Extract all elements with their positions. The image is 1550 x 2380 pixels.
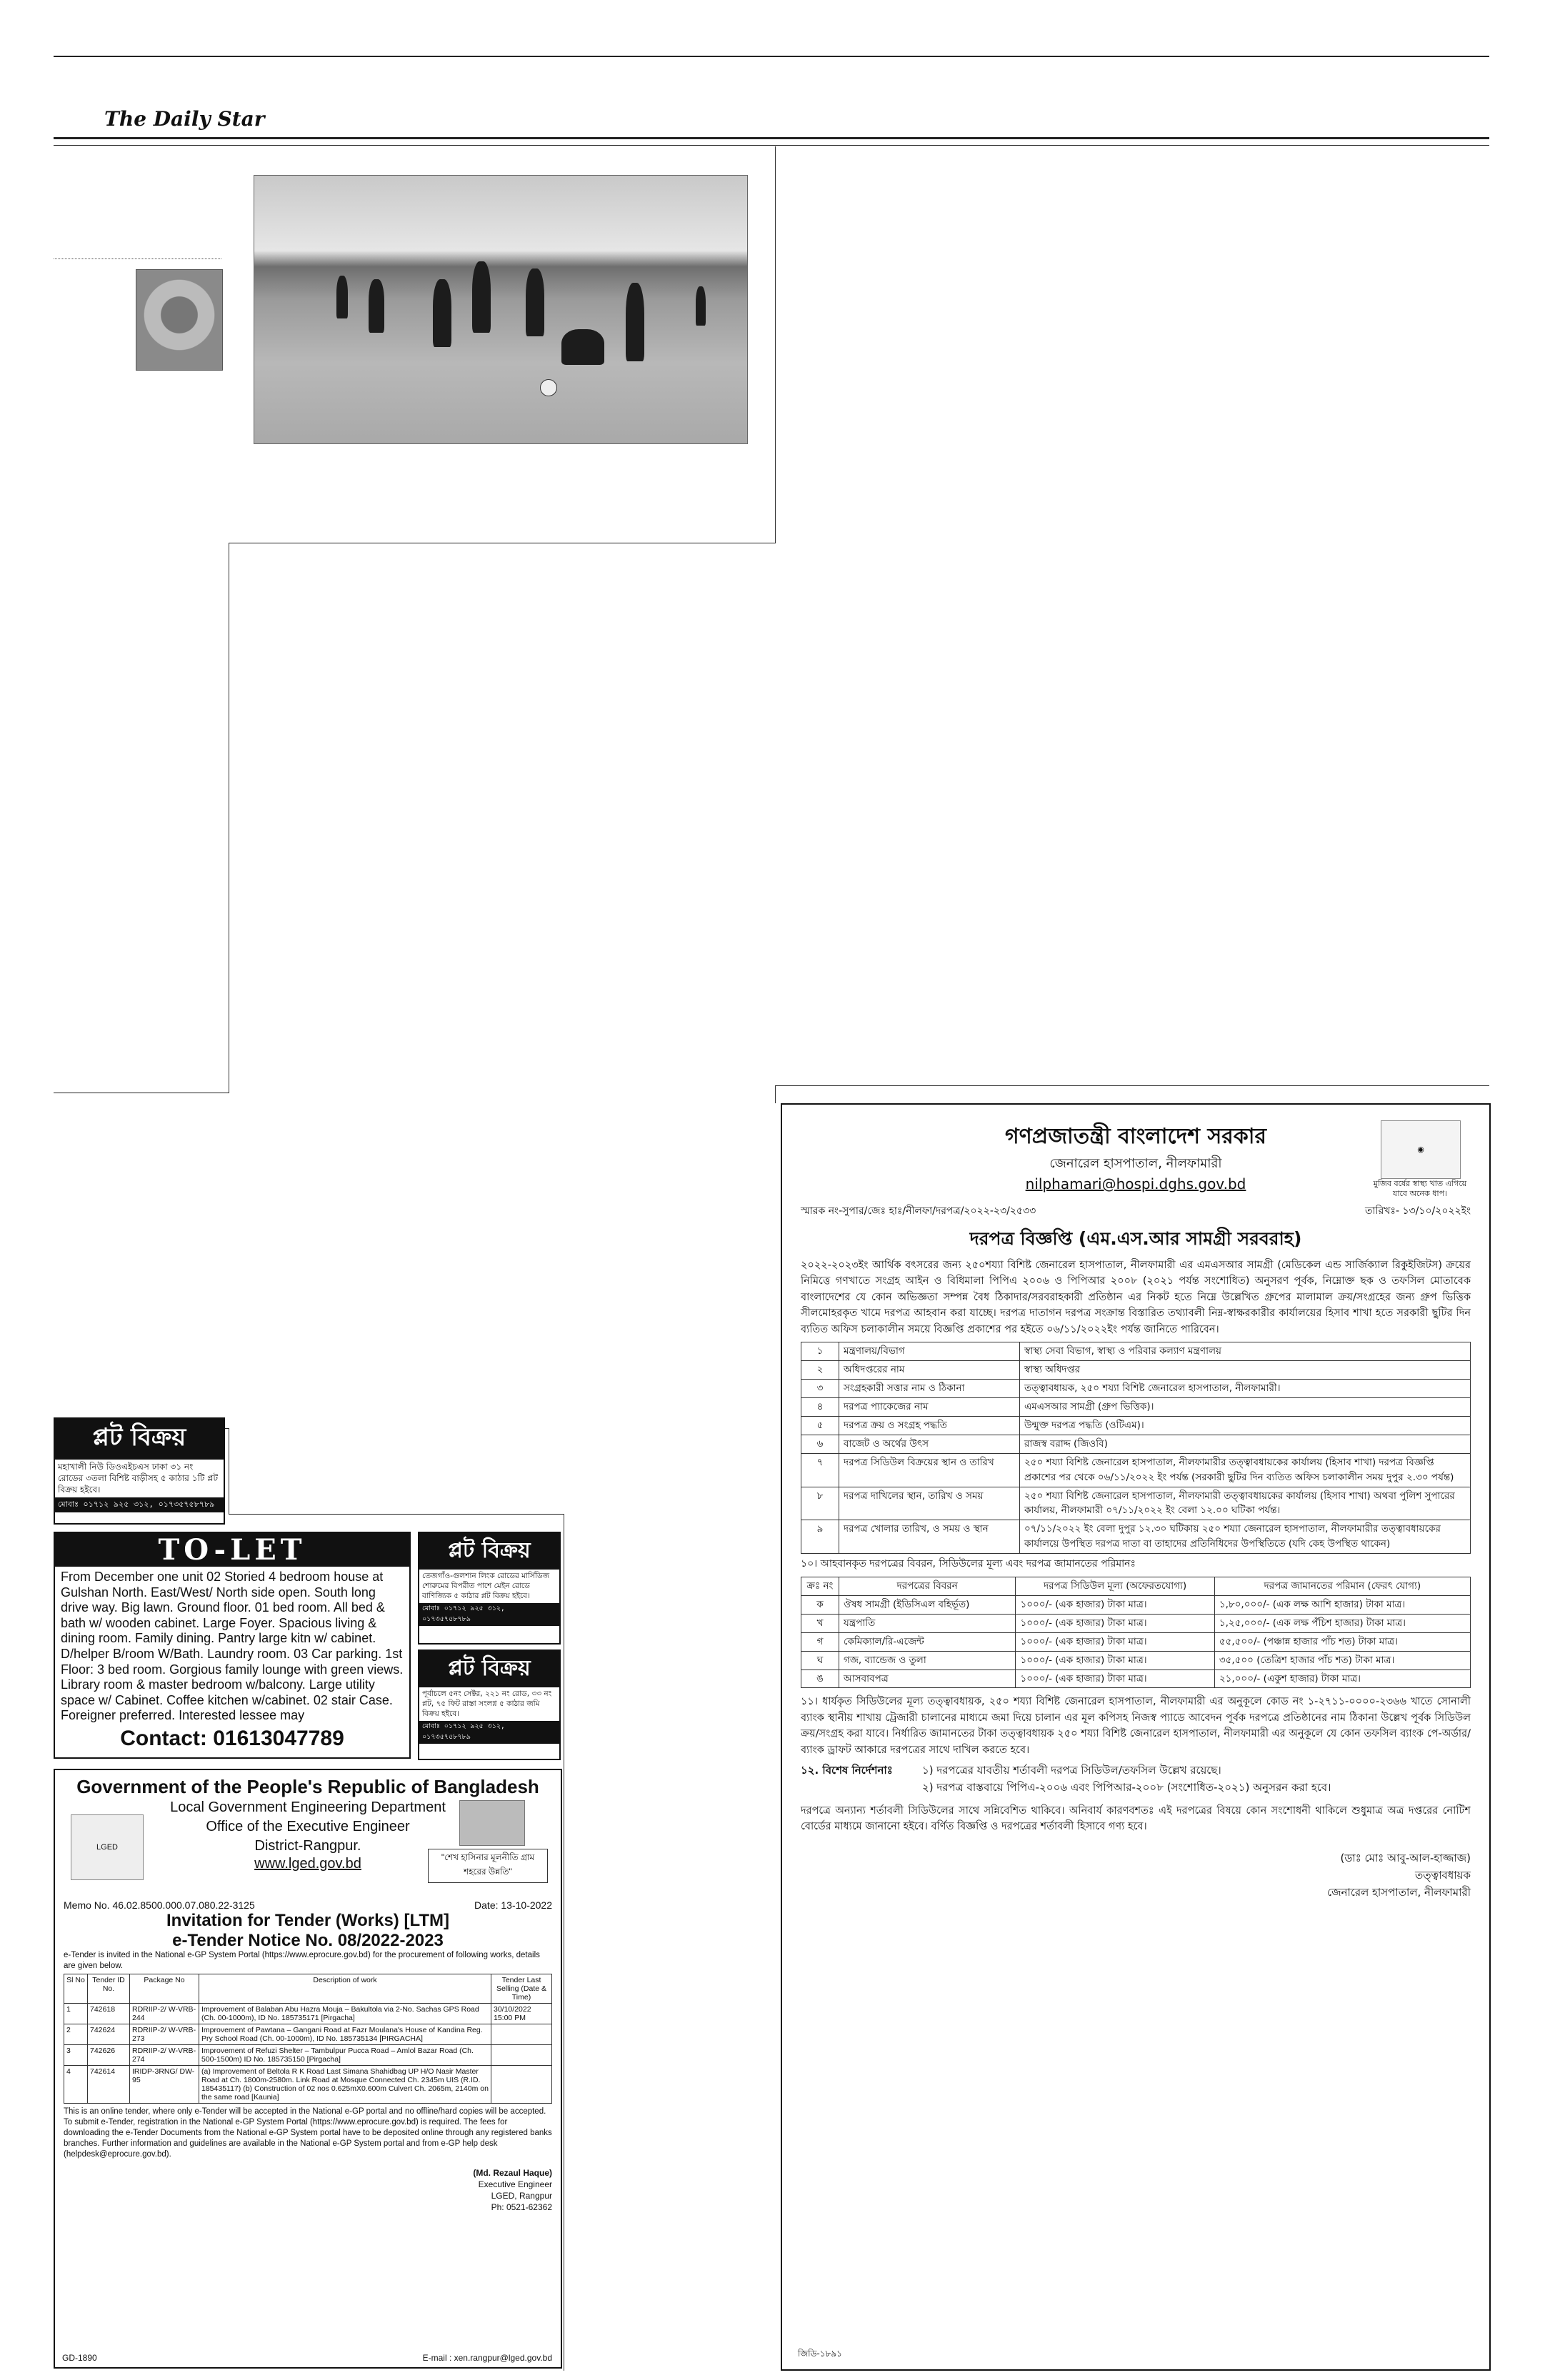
lged-email[interactable]: E-mail : xen.rangpur@lged.gov.bd	[422, 2353, 552, 2363]
lged-signer-office: LGED, Rangpur	[491, 2191, 552, 2201]
group-number: গ	[801, 1632, 839, 1651]
ad-body: তেজগাঁও-গুলশান লিংক রোডের মার্সিডিজ শোরুমের বিপরীত পাশে মেইন রোডে বাণিজ্যিক ৫ কাঠার প্লট বিক্রয় হইবে।	[422, 1572, 550, 1601]
notice-heading: দরপত্র বিজ্ঞপ্তি (এম.এস.আর সামগ্রী সরবরাহ)	[969, 1228, 1302, 1250]
memo-number: স্মারক নং-সুপার/জেঃ হাঃ/নীলফা/দরপত্র/২০২২-২৩/২৫৩৩	[801, 1205, 1036, 1217]
ad-title: প্লট বিক্রয়	[55, 1419, 224, 1460]
row-value: রাজস্ব বরাদ্দ (জিওবি)	[1020, 1435, 1471, 1453]
lged-logo: LGED	[71, 1814, 144, 1880]
table-row	[801, 1651, 1471, 1669]
row-label: দরপত্র ক্রয় ও সংগ্রহ পদ্ধতি	[839, 1416, 1020, 1435]
lged-signer-title: Executive Engineer	[478, 2179, 552, 2189]
table-row	[64, 2004, 552, 2024]
group-number: খ	[801, 1614, 839, 1632]
lged-heading-1: Invitation for Tender (Works) [LTM]	[166, 1911, 449, 1930]
row-value: ২৫০ শয্যা বিশিষ্ট জেনারেল হাসপাতাল, নীলফামারী তত্ত্বাবধায়কের কার্যালয় (হিসাব শাখা) অথবা পুলিশ সুপারের কার্যালয়, নীলফামারী ০৭/১১/২০২২ ইং বেলা ১২.০০ ঘটিকা পর্যন্ত।	[1020, 1487, 1471, 1520]
last-selling-date	[491, 2024, 552, 2045]
lged-signature	[64, 2167, 552, 2214]
row-label: বাজেট ও অর্থের উৎস	[839, 1435, 1020, 1453]
tender-id: 742626	[88, 2045, 130, 2066]
signer-title: তত্ত্বাবধায়ক	[1415, 1868, 1471, 1882]
lged-signer-phone: Ph: 0521-62362	[491, 2202, 552, 2213]
masthead-rule-2	[54, 145, 1489, 146]
notice-title: গণপ্রজাতন্ত্রী বাংলাদেশ সরকার	[1005, 1124, 1266, 1149]
table-row	[801, 1380, 1471, 1398]
table-row	[801, 1632, 1471, 1651]
table-row	[801, 1435, 1471, 1453]
group-number: ক	[801, 1595, 839, 1614]
section-12-item: ২) দরপত্র বাস্তবায়ে পিপিএ-২০০৬ এবং পিপিআর-২০০৮ (সংশোধিত-২০২১) অনুসরন করা হবে।	[922, 1780, 1331, 1794]
row-value: ০৭/১১/২০২২ ইং বেলা দুপুর ১২.৩০ ঘটিকায় ২৫০ শয্যা জেনারেল হাসপাতাল, নীলফামারীর তত্ত্বাবধায়কের কার্যালয়ে উপস্থিত দরপত্র দাতা বা তাহাদের প্রতিনিধিদের উপস্থিতিতে (যদি কেহ উপস্থিত থাকেন)	[1020, 1520, 1471, 1554]
table-row	[801, 1487, 1471, 1520]
group-price: ১০০০/- (এক হাজার) টাকা মাত্র।	[1016, 1595, 1214, 1614]
tender-id: 742614	[88, 2066, 130, 2104]
last-selling-date	[491, 2045, 552, 2066]
ad-title: TO-LET	[55, 1533, 409, 1567]
group-security: ১,৮০,০০০/- (এক লক্ষ আশি হাজার) টাকা মাত্র।	[1214, 1595, 1470, 1614]
table-row	[801, 1453, 1471, 1487]
col-header: দরপত্র জামানতের পরিমান (ফেরৎ যোগ্য)	[1214, 1577, 1470, 1595]
work-description: (a) Improvement of Beltola R K Road Last Simana Shahidbag UP H/O Nasir Master Road at Ch. 1800m-2580m. Link Road at Mosque Connected Ch. 2345m UIS (R.ID. 185435117) (b) Construction of 02 nos 0.625mX0.600m Culvert Ch. 2065m, 2140m on the same road [Kaunia]	[199, 2066, 491, 2104]
table-row	[801, 1397, 1471, 1416]
lged-notes: This is an online tender, where only e-Tender will be accepted in the National e-GP portal and no offline/hard copies will be accepted. To submit e-Tender, registration in the National e-GP System Portal (https://www.eprocure.gov.bd) is required. The fees for downloading the e-Tender Documents from the National e-GP System portal have to be deposited online through any registered banks branches. Further information and guidelines are available in the National e-GP System portal and from e-GP help desk (helpdesk@eprocure.gov.bd).	[64, 2107, 552, 2159]
row-number: ৭	[801, 1453, 839, 1487]
notice-body: ২০২২-২০২৩ইং আর্থিক বৎসরের জন্য ২৫০শয্যা বিশিষ্ট জেনারেল হাসপাতাল, নীলফামারী এর এমএসআর সামগ্রী (মেডিকেল এন্ড সার্জিক্যাল রিকুইজিটস) ক্রয়ের নিমিত্তে গণখাতে সংগ্রহ আইন ও বিধিমালা পিপিএ ২০০৬ ও পিপিআর ২০০৮ (২০২১ পর্যন্ত সংশোধিত) অনুসরণ পূর্বক, নিম্নোক্ত ছক ও তফসিল মোতাবেক বাংলাদেশের যে কোন অভিজ্ঞতা সম্পন্ন বৈধ ঠিকাদার/সরবরাহকারী প্রতিষ্ঠান এর নিকট হতে নিম্নে উল্লেখিত গ্রুপের মালামাল ক্রয়/সংগ্রহের জন্য গ্রুপ ভিত্তিক সীলমোহরকৃত খামে দরপত্র আহবান করা যাচ্ছে। দরপত্র দাতাগন দরপত্র সংক্রান্ত বিস্তারিত তথ্যাবলী নিম্ন-স্বাক্ষরকারীর কার্যালয়ের হিসাব শাখা হতে সরকারী ছুটির দিন ব্যতিত অফিস চলাকালীন সময়ে বিজ্ঞপ্তি প্রকাশের পর হইতে ০৬/১১/২০২২ইং পর্যন্ত জানিতে পারিবেন।	[801, 1259, 1471, 1335]
row-label: সংগ্রহকারী সত্তার নাম ও ঠিকানা	[839, 1380, 1020, 1398]
tender-id: 742618	[88, 2004, 130, 2024]
memo-date: তারিখঃ- ১৩/১০/২০২২ইং	[1365, 1205, 1471, 1217]
row-number: ৩	[801, 1380, 839, 1398]
masthead: The Daily Star	[104, 107, 265, 131]
lged-district: District-Rangpur.	[254, 1838, 361, 1854]
group-security: ৫৫,৫০০/- (পঞ্চান্ন হাজার পাঁচ শত) টাকা মাত্র।	[1214, 1632, 1470, 1651]
group-price: ১০০০/- (এক হাজার) টাকা মাত্র।	[1016, 1669, 1214, 1688]
sl-number: 3	[64, 2045, 88, 2066]
lged-url[interactable]: www.lged.gov.bd	[254, 1856, 361, 1872]
sl-number: 1	[64, 2004, 88, 2024]
sl-number: 2	[64, 2024, 88, 2045]
section-11: ১১। ধার্যকৃত সিডিউলের মূল্য তত্ত্বাবধায়ক, ২৫০ শয্যা বিশিষ্ট জেনারেল হাসপাতাল, নীলফামারী এর অনুকূলে কোড নং ১-২৭১১-০০০০-২৩৬৬ খাতে সোনালী ব্যাংক স্থানীয় শাখায় ট্রেজারী চালানের মাধ্যমে জমা দিয়ে চালান এর মূল কপিসহ নিজস্ব প্যাডে আবেদন পূর্বক দরপত্রে প্রতিষ্ঠানের নাম ঠিকানা উল্লেখ পূর্বক সিডিউল ক্রয়/সংগ্রহ করা যাবে। নির্ধারিত জামানতের টাকা তত্ত্বাবধায়ক ২৫০ শয্যা বিশিষ্ট জেনারেল হাসপাতাল, নীলফামারী এর অনুকূলে যে কোন তফসিল ব্যাংক পে-অর্ডার/ব্যাংক ড্রাফট আকারে দরপত্রের সাথে দাখিল করতে হবে।	[801, 1696, 1471, 1756]
frame-line	[229, 1514, 564, 1515]
ad-phone: মোবাঃ ০১৭১২ ৯২৫ ৩১২, ০১৭৩৫৭৫৮৭৮৯	[419, 1603, 559, 1626]
lged-intro: e-Tender is invited in the National e-GP System Portal (https://www.eprocure.gov.bd) for the procurement of following works, details are given below.	[64, 1951, 540, 1971]
plot-sale-ad	[418, 1650, 561, 1760]
work-description: Improvement of Refuzi Shelter – Tambulpur Pucca Road – Amlol Bazar Road (Ch. 500-1500m) ID No. 185735150 [Pirgacha]	[199, 2045, 491, 2066]
lged-date: Date: 13-10-2022	[474, 1899, 552, 1911]
ad-title: প্লট বিক্রয়	[419, 1651, 559, 1687]
section-12	[801, 1762, 1471, 1796]
work-description: Improvement of Pawtana – Gangani Road at Fazr Moulana's House of Kandina Reg. Pry School Road (Ch. 00-1000m), ID No. 185735134 [PIRGACHA]	[199, 2024, 491, 2045]
row-value: এমএসআর সামগ্রী (গ্রুপ ভিত্তিক)।	[1020, 1397, 1471, 1416]
notice-email[interactable]: nilphamari@hospi.dghs.gov.bd	[1025, 1175, 1246, 1193]
tender-id: 742624	[88, 2024, 130, 2045]
package-number: IRIDP-3RNG/ DW-95	[130, 2066, 199, 2104]
lged-heading-2: e-Tender Notice No. 08/2022-2023	[172, 1930, 444, 1950]
ad-body: From December one unit 02 Storied 4 bedroom house at Gulshan North. East/West/ North side open. South long drive way. Big lawn. Ground floor. 01 bed room. All bed & bath w/ wooden cabinet. Large Foyer. Spacious living & dining room. Family dining. Pantry large kitn w/ cabinet. D/helper B/room W/Bath. Laundry room. 03 Car parking. 1st Floor: 3 bed room. Gorgious family lounge with green views. Library room & master bedroom w/balcony. Large utility space w/ Cabinet. Coffee kitchen w/cabinet. 02 stair Case. Foreigner preferred. Interested lessee may	[61, 1570, 404, 1723]
masthead-rule-1	[54, 137, 1489, 139]
last-selling-date	[491, 2066, 552, 2104]
notice-office: জেনারেল হাসপাতাল, নীলফামারী	[1049, 1155, 1222, 1171]
closing-text: দরপত্রে অন্যান্য শর্তাবলী সিডিউলের সাথে সন্নিবেশিত থাকিবে। অনিবার্য কারণবশতঃ এই দরপত্রের বিষয়ে কোন সংশোধনী থাকিলে শুধুমাত্র অত্র দপ্তরের নোটিশ বোর্ডের মাধ্যমে জানানো হইবে। বর্ণিত বিজ্ঞপ্তি ও দরপত্রের শর্তাবলী হিসাবে গণ্য হবে।	[801, 1804, 1471, 1833]
signer-name: (ডাঃ মোঃ আবু-আল-হাজ্জাজ)	[1340, 1851, 1471, 1864]
signer-office: জেনারেল হাসপাতাল, নীলফামারী	[1327, 1885, 1471, 1899]
section-10: ১০। আহবানকৃত দরপত্রের বিবরন, সিডিউলের মূল্য এবং দরপত্র জামানতের পরিমানঃ	[801, 1558, 1136, 1570]
mujib-logo: ◉	[1381, 1120, 1461, 1179]
col-header: Tender Last Selling (Date & Time)	[491, 1974, 552, 2004]
col-header: দরপত্রের বিবরন	[839, 1577, 1016, 1595]
row-label: দরপত্র খোলার তারিখ, ও সময় ও স্থান	[839, 1520, 1020, 1554]
row-value: স্বাস্থ্য সেবা বিভাগ, স্বাস্থ্য ও পরিবার কল্যাণ মন্ত্রণালয়	[1020, 1342, 1471, 1361]
group-security: ৩৫,৫০০ (তেত্রিশ হাজার পাঁচ শত) টাকা মাত্র।	[1214, 1651, 1470, 1669]
col-header: Tender ID No.	[88, 1974, 130, 2004]
row-number: ৫	[801, 1416, 839, 1435]
row-value: স্বাস্থ্য অধিদপ্তর	[1020, 1361, 1471, 1380]
lged-memo: Memo No. 46.02.8500.000.07.080.22-3125	[64, 1899, 255, 1911]
table-row	[64, 2066, 552, 2104]
leader-photo	[459, 1800, 525, 1846]
row-number: ৬	[801, 1435, 839, 1453]
frame-line	[775, 1085, 776, 1103]
portrait-photo	[136, 269, 223, 371]
ad-phone: মোবাঃ ০১৭১২ ৯২৫ ৩১২, ০১৭৩৫৭৫৮৭৮৯	[419, 1721, 559, 1744]
col-header: Sl No	[64, 1974, 88, 2004]
ad-body: মহাখালী নিউ ডিওএইচএস ঢাকা ৩১ নং রোডের ৩তলা বিশিষ্ট বাড়ীসহ ৫ কাঠার ১টি প্লট বিক্রয় হইবে।	[58, 1462, 219, 1495]
last-selling-date: 30/10/2022 15:00 PM	[491, 2004, 552, 2024]
group-number: ঘ	[801, 1651, 839, 1669]
lged-quote: "শেখ হাসিনার মূলনীতি গ্রাম শহরের উন্নতি"	[428, 1849, 548, 1883]
lged-memo-row	[64, 1899, 552, 1911]
work-description: Improvement of Balaban Abu Hazra Mouja – Bakultola via 2-No. Sachas GPS Road (Ch. 00-1000m), ID No. 185735171 [Pirgacha]	[199, 2004, 491, 2024]
row-label: দরপত্র প্যাকেজের নাম	[839, 1397, 1020, 1416]
col-header: দরপত্র সিডিউল মূল্য (অফেরতযোগ্য)	[1016, 1577, 1214, 1595]
group-number: ঙ	[801, 1669, 839, 1688]
lged-office: Office of the Executive Engineer	[206, 1819, 410, 1834]
signature-block	[801, 1849, 1471, 1901]
group-price: ১০০০/- (এক হাজার) টাকা মাত্র।	[1016, 1651, 1214, 1669]
group-description: আসবাবপত্র	[839, 1669, 1016, 1688]
dotted-rule	[54, 258, 221, 259]
section-12-label: ১২. বিশেষ নির্দেশনাঃ	[801, 1764, 893, 1777]
row-number: ২	[801, 1361, 839, 1380]
package-number: RDRIIP-2/ W-VRB-244	[130, 2004, 199, 2024]
package-number: RDRIIP-2/ W-VRB-274	[130, 2045, 199, 2066]
group-security: ২১,০০০/- (একুশ হাজার) টাকা মাত্র।	[1214, 1669, 1470, 1688]
to-let-ad	[54, 1532, 411, 1759]
group-description: ঔষধ সামগ্রী (ইডিসিএল বহির্ভূত)	[839, 1595, 1016, 1614]
row-number: ৯	[801, 1520, 839, 1554]
group-price: ১০০০/- (এক হাজার) টাকা মাত্র।	[1016, 1614, 1214, 1632]
frame-line	[775, 1085, 1489, 1086]
ad-title: প্লট বিক্রয়	[419, 1533, 559, 1570]
gd-code: জিডি-১৮৯১	[798, 2349, 842, 2359]
col-header: Package No	[130, 1974, 199, 2004]
table-row	[801, 1342, 1471, 1361]
sl-number: 4	[64, 2066, 88, 2104]
row-number: ৪	[801, 1397, 839, 1416]
col-header: Description of work	[199, 1974, 491, 2004]
football-photo	[254, 175, 748, 444]
table-row	[64, 2045, 552, 2066]
row-number: ১	[801, 1342, 839, 1361]
group-description: কেমিক্যাল/রি-এজেন্ট	[839, 1632, 1016, 1651]
logo-caption: মুজিব বর্ষের স্বাস্থ্য খাত এগিয়ে যাবে অনেক ধাপ।	[1373, 1179, 1467, 1199]
memo-row	[801, 1204, 1471, 1220]
lged-dept: Local Government Engineering Department	[170, 1799, 446, 1815]
row-label: মন্ত্রণালয়/বিভাগ	[839, 1342, 1020, 1361]
row-value: তত্ত্বাবধায়ক, ২৫০ শয্যা বিশিষ্ট জেনারেল হাসপাতাল, নীলফামারী।	[1020, 1380, 1471, 1398]
lged-works-table	[64, 1974, 552, 2104]
contact-phone: Contact: 01613047789	[120, 1726, 344, 1750]
tender-info-table	[801, 1342, 1471, 1554]
lged-title: Government of the People's Republic of Bangladesh	[76, 1776, 539, 1797]
col-header: ক্রঃ নং	[801, 1577, 839, 1595]
lged-gd-code: GD-1890	[62, 2353, 97, 2363]
group-price: ১০০০/- (এক হাজার) টাকা মাত্র।	[1016, 1632, 1214, 1651]
hospital-tender-notice	[781, 1103, 1491, 2371]
lged-tender-notice	[54, 1769, 562, 2369]
row-label: দরপত্র দাখিলের স্থান, তারিখ ও সময়	[839, 1487, 1020, 1520]
table-row	[64, 2024, 552, 2045]
ad-phone: মোবাঃ ০১৭১২ ৯২৫ ৩১২, ০১৭৩৫৭৫৮৭৮৯	[55, 1497, 224, 1512]
table-row	[801, 1595, 1471, 1614]
lged-signer-name: (Md. Rezaul Haque)	[473, 2167, 552, 2178]
table-row	[801, 1416, 1471, 1435]
group-description: গজ, ব্যান্ডেজ ও তুলা	[839, 1651, 1016, 1669]
plot-sale-ad	[54, 1417, 225, 1525]
row-value: উন্মুক্ত দরপত্র পদ্ধতি (ওটিএম)।	[1020, 1416, 1471, 1435]
group-security: ১,২৫,০০০/- (এক লক্ষ পঁচিশ হাজার) টাকা মাত্র।	[1214, 1614, 1470, 1632]
tender-group-table	[801, 1577, 1471, 1689]
table-row	[801, 1669, 1471, 1688]
table-row	[801, 1361, 1471, 1380]
table-row	[801, 1614, 1471, 1632]
row-label: অধিদপ্তরের নাম	[839, 1361, 1020, 1380]
row-value: ২৫০ শয্যা বিশিষ্ট জেনারেল হাসপাতাল, নীলফামারীর তত্ত্বাবধায়কের কার্যালয় (হিসাব শাখা) দরপত্র বিজ্ঞপ্তি প্রকাশের পর থেকে ০৬/১১/২০২২ ইং পর্যন্ত (সরকারী ছুটির দিন ব্যতিত অফিস চলাকালীন সময় দুপুর ২.৩০ পর্যন্ত)	[1020, 1453, 1471, 1487]
section-12-item: ১) দরপত্রের যাবতীয় শর্তাবলী দরপত্র সিডিউল/তফসিল উল্লেখ রয়েছে।	[922, 1764, 1221, 1777]
top-rule	[54, 56, 1489, 57]
ad-body: পূর্বাচলে ৫নং সেক্টর, ২২১ নং রোড, ৩৩ নং প্লট, ৭৫ ফিট রাস্তা সংলগ্ন ৫ কাঠার জমি বিক্রয় হইবে।	[422, 1689, 552, 1719]
table-row	[801, 1520, 1471, 1554]
package-number: RDRIIP-2/ W-VRB-273	[130, 2024, 199, 2045]
row-number: ৮	[801, 1487, 839, 1520]
row-label: দরপত্র সিডিউল বিক্রয়ের স্থান ও তারিখ	[839, 1453, 1020, 1487]
frame-line	[775, 146, 776, 543]
plot-sale-ad	[418, 1532, 561, 1645]
group-description: যন্ত্রপাতি	[839, 1614, 1016, 1632]
